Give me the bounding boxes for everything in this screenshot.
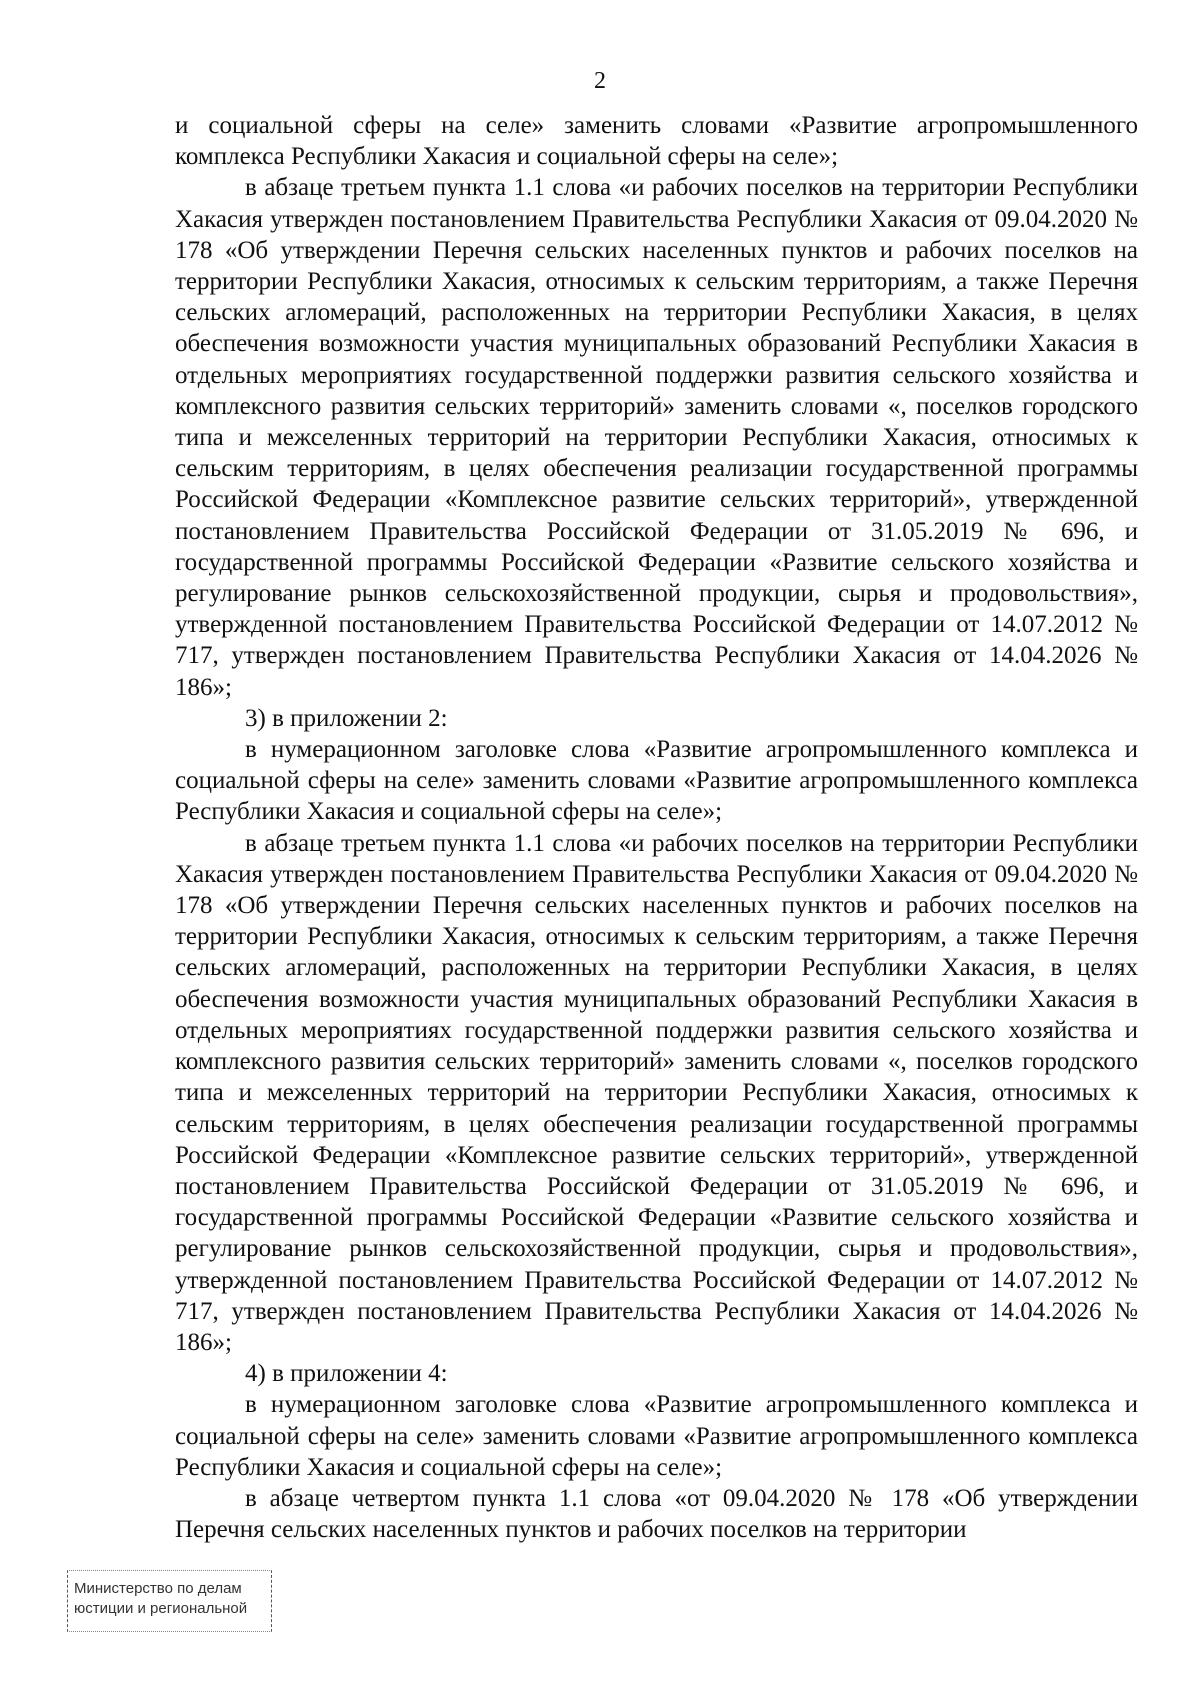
paragraph: в нумерационном заголовке слова «Развитие агропромышленного комплекса и социальной сферы на селе» заменить словами «Развитие агропромышленного комплекса Республики Хакасия и социальной сферы на селе»; (175, 1391, 1138, 1481)
stamp-line: Министерство по делам (74, 1580, 242, 1597)
paragraph: в нумерационном заголовке слова «Развитие агропромышленного комплекса и социальной сферы на селе» заменить словами «Развитие агропромышленного комплекса Республики Хакасия и социальной сферы на селе»; (175, 736, 1138, 826)
document-body (175, 110, 1138, 1545)
stamp-line: юстиции и региональной (74, 1600, 248, 1617)
page-number: 2 (594, 68, 606, 94)
paragraph: в абзаце четвертом пункта 1.1 слова «от 09.04.2020 № 178 «Об утверждении Перечня сельских населенных пунктов и рабочих поселков на территории (175, 1484, 1138, 1544)
paragraph: в абзаце третьем пункта 1.1 слова «и рабочих поселков на территории Республики Хакасия утвержден постановлением Правительства Республики Хакасия от 09.04.2020 № 178 «Об утверждении Перечня сельских населенных пунктов и рабочих поселков на территории Республики Хакасия, относимых к сельским территориям, а также Перечня сельских агломераций, расположенных на территории Республики Хакасия, в целях обеспечения возможности участия муниципальных образований Республики Хакасия в отдельных мероприятиях государственной поддержки развития сельского хозяйства и комплексного развития сельских территорий» заменить словами «, поселков городского типа и межселенных территорий на территории Республики Хакасия, относимых к сельским территориям, в целях обеспечения реализации государственной программы Российской Федерации «Комплексное развитие сельских территорий», утвержденной постановлением Правительства Российской Федерации от 31.05.2019 № 696, и государственной программы Российской Федерации «Развитие сельского хозяйства и регулирование рынков сельскохозяйственной продукции, сырья и продовольствия», утвержденной постановлением Правительства Российской Федерации от 14.07.2012 № 717, утвержден постановлением Правительства Республики Хакасия от 14.04.2026 № 186»; (175, 174, 1138, 701)
paragraph: в абзаце третьем пункта 1.1 слова «и рабочих поселков на территории Республики Хакасия утвержден постановлением Правительства Республики Хакасия от 09.04.2020 № 178 «Об утверждении Перечня сельских населенных пунктов и рабочих поселков на территории Республики Хакасия, относимых к сельским территориям, а также Перечня сельских агломераций, расположенных на территории Республики Хакасия, в целях обеспечения возможности участия муниципальных образований Республики Хакасия в отдельных мероприятиях государственной поддержки развития сельского хозяйства и комплексного развития сельских территорий» заменить словами «, поселков городского типа и межселенных территорий на территории Республики Хакасия, относимых к сельским территориям, в целях обеспечения реализации государственной программы Российской Федерации «Комплексное развитие сельских территорий», утвержденной постановлением Правительства Российской Федерации от 31.05.2019 № 696, и государственной программы Российской Федерации «Развитие сельского хозяйства и регулирование рынков сельскохозяйственной продукции, сырья и продовольствия», утвержденной постановлением Правительства Российской Федерации от 14.07.2012 № 717, утвержден постановлением Правительства Республики Хакасия от 14.04.2026 № 186»; (175, 829, 1138, 1356)
list-item-heading: 3) в приложении 2: (245, 704, 448, 732)
paragraph: и социальной сферы на селе» заменить словами «Развитие агропромышленного комплекса Республики Хакасия и социальной сферы на селе»; (175, 112, 1138, 171)
registration-stamp (67, 1570, 272, 1632)
list-item-heading: 4) в приложении 4: (245, 1360, 448, 1388)
